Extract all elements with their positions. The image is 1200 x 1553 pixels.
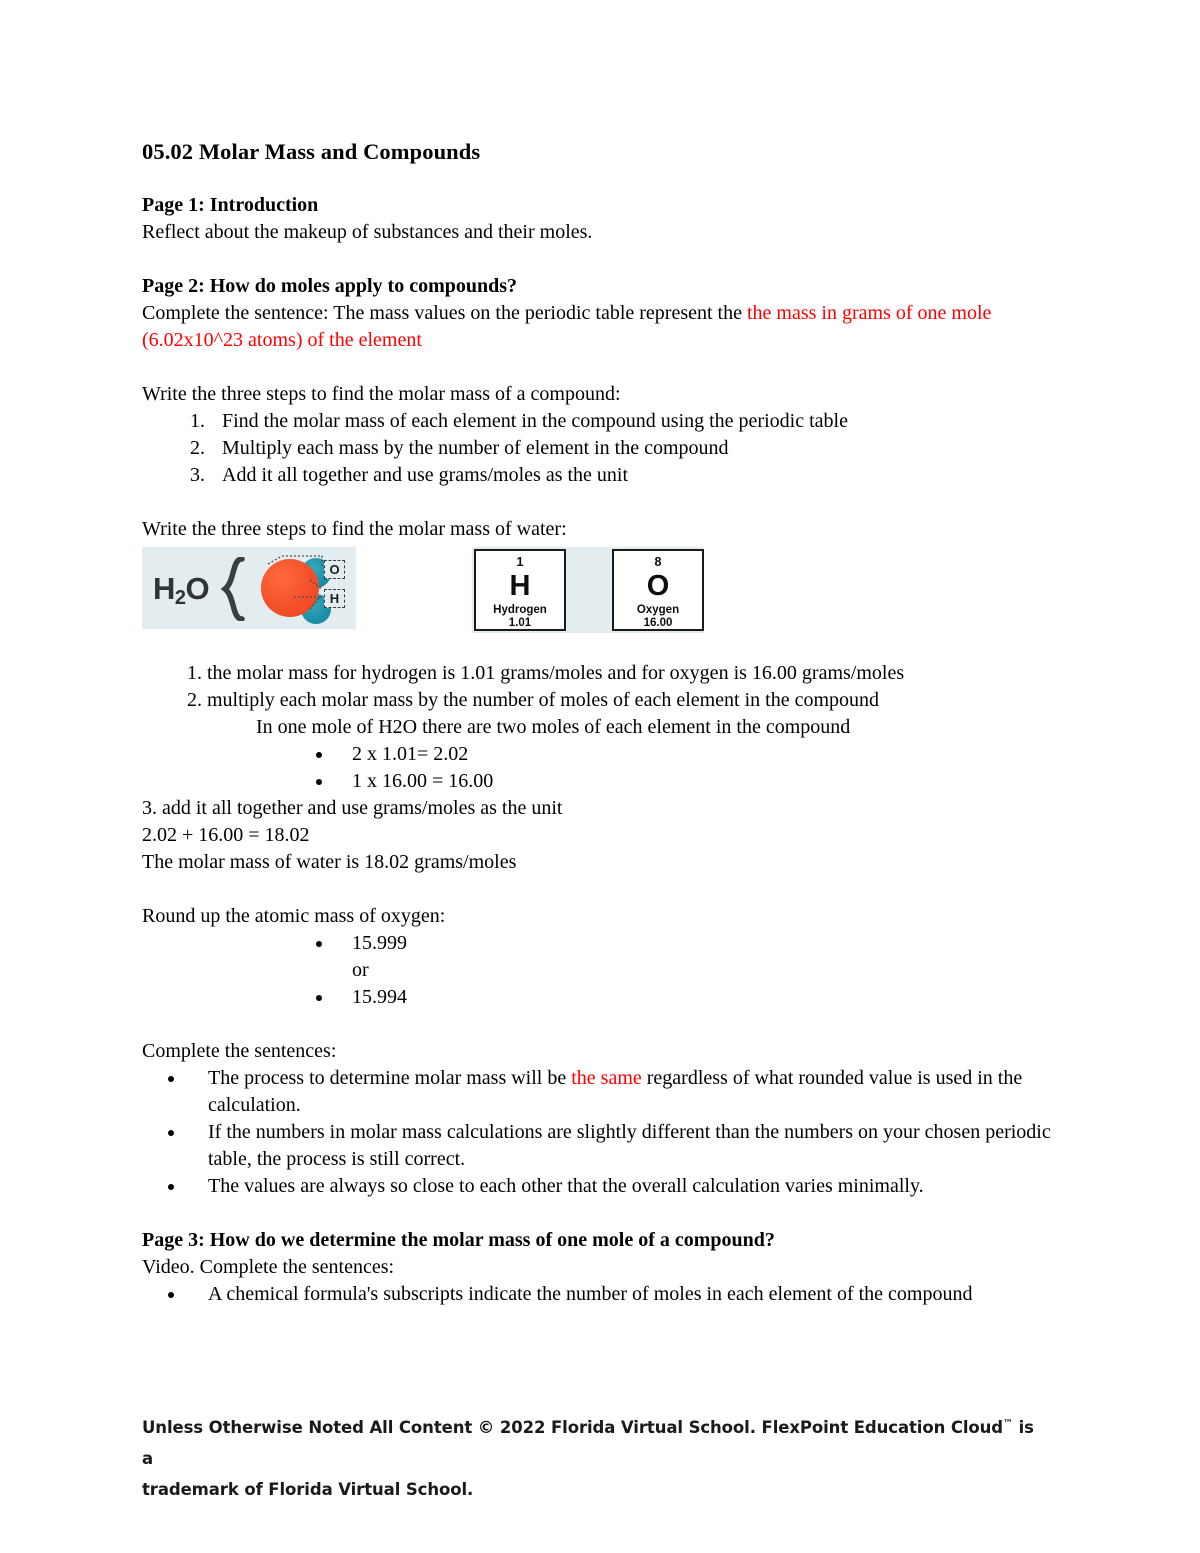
list-item: • 15.999	[334, 930, 1060, 957]
element-name: Oxygen	[636, 604, 680, 616]
spacer	[142, 246, 1060, 273]
sentence-answer-red: the same	[571, 1067, 642, 1089]
sentences-prompt: Complete the sentences:	[142, 1040, 337, 1062]
list-item: 2. Multiply each mass by the number of element in the compound	[210, 435, 1060, 462]
page1-body: Reflect about the makeup of substances and their moles.	[142, 221, 593, 243]
spacer	[142, 1011, 1060, 1038]
page2-prompt-prefix: Complete the sentence: The mass values on the periodic table represent the	[142, 302, 747, 324]
spacer	[142, 876, 1060, 903]
element-symbol: O	[646, 570, 670, 602]
steps-prompt: Write the three steps to find the molar mass of a compound:	[142, 383, 621, 405]
spacer	[142, 489, 1060, 516]
element-symbol: H	[509, 570, 531, 602]
trademark-symbol: ™	[1003, 1418, 1013, 1429]
page3-intro: Video. Complete the sentences:	[142, 1256, 395, 1278]
sentence-before: If the numbers in molar mass calculations are slightly different than the numbers on your chosen periodic table, the process is still correct.	[208, 1121, 1051, 1170]
spacer	[142, 1200, 1060, 1227]
sentence-before: The values are always so close to each other that the overall calculation varies minimally.	[208, 1175, 924, 1197]
footer-line-2: trademark of Florida Virtual School.	[142, 1479, 474, 1499]
document-page	[142, 0, 1060, 1553]
water-sum-line: 2.02 + 16.00 = 18.02	[142, 824, 310, 846]
element-cell-hydrogen	[474, 549, 566, 631]
sentence-after: regardless of what rounded value is used in the calculation.	[208, 1067, 1023, 1116]
complete-sentences-list	[142, 1065, 1060, 1200]
water-steps-prompt: Write the three steps to find the molar mass of water:	[142, 518, 567, 540]
element-atomic-number: 1	[516, 555, 524, 569]
footer-copyright-text: Unless Otherwise Noted All Content © 2022 Florida Virtual School. FlexPoint Education Cloud	[142, 1417, 1004, 1437]
water-step-3: 3. add it all together and use grams/moles as the unit	[142, 797, 563, 819]
element-atomic-number: 8	[654, 555, 662, 569]
water-step-2-note: In one mole of H2O there are two moles of each element in the compound	[256, 716, 851, 738]
footer-line-1-tail: is a	[142, 1417, 1034, 1468]
figure-row	[142, 547, 1060, 633]
list-item: • 15.994	[334, 984, 1060, 1011]
list-item	[186, 1065, 1060, 1119]
list-item: • 1 x 16.00 = 16.00	[334, 768, 1060, 795]
tag-hydrogen: H	[324, 589, 345, 608]
page-footer	[142, 1408, 1042, 1505]
list-item: 3. Add it all together and use grams/moles as the unit	[210, 462, 1060, 489]
list-item	[186, 1173, 1060, 1200]
list-item: 1. Find the molar mass of each element in the compound using the periodic table	[210, 408, 1060, 435]
round-or-label: or	[352, 959, 369, 981]
list-item: • A chemical formula's subscripts indicate the number of moles in each element of the compound	[186, 1281, 1060, 1308]
water-step-2: 2. multiply each molar mass by the number of moles of each element in the compound	[187, 689, 880, 711]
round-option-list-1	[142, 930, 1060, 957]
round-prompt: Round up the atomic mass of oxygen:	[142, 905, 446, 927]
compound-steps-list	[142, 408, 1060, 489]
spacer	[142, 354, 1060, 381]
element-name: Hydrogen	[493, 604, 547, 616]
page2-answer-red: the mass in grams of one mole (6.02x10^23 atoms) of the element	[142, 302, 992, 351]
page1-heading: Page 1: Introduction	[142, 194, 319, 216]
page3-bullet-list	[142, 1281, 1060, 1308]
calculation-bullets	[142, 741, 1060, 795]
list-item	[186, 1119, 1060, 1173]
h2o-formula-sub: 2	[174, 587, 186, 609]
tag-oxygen: O	[324, 560, 345, 579]
footer-line-1	[142, 1418, 1034, 1468]
water-conclusion: The molar mass of water is 18.02 grams/moles	[142, 851, 517, 873]
h2o-formula-tail: O	[185, 571, 210, 606]
periodic-table-cells-figure	[472, 547, 704, 633]
page2-heading: Page 2: How do moles apply to compounds?	[142, 275, 518, 297]
page3-heading: Page 3: How do we determine the molar mass of one mole of a compound?	[142, 1229, 775, 1251]
h2o-molecule-figure	[142, 547, 356, 629]
page2-prompt	[142, 300, 1060, 354]
water-step-1: 1. the molar mass for hydrogen is 1.01 grams/moles and for oxygen is 16.00 grams/moles	[187, 662, 905, 684]
element-cell-oxygen	[612, 549, 704, 631]
element-atomic-mass: 1.01	[508, 617, 532, 629]
h2o-formula-main: H	[153, 571, 175, 606]
page-title: 05.02 Molar Mass and Compounds	[142, 139, 481, 164]
sentence-before: The process to determine molar mass will be	[208, 1067, 572, 1089]
element-atomic-mass: 16.00	[643, 617, 673, 629]
spacer	[142, 165, 1060, 192]
list-item: • 2 x 1.01= 2.02	[334, 741, 1060, 768]
round-option-list-2	[142, 984, 1060, 1011]
